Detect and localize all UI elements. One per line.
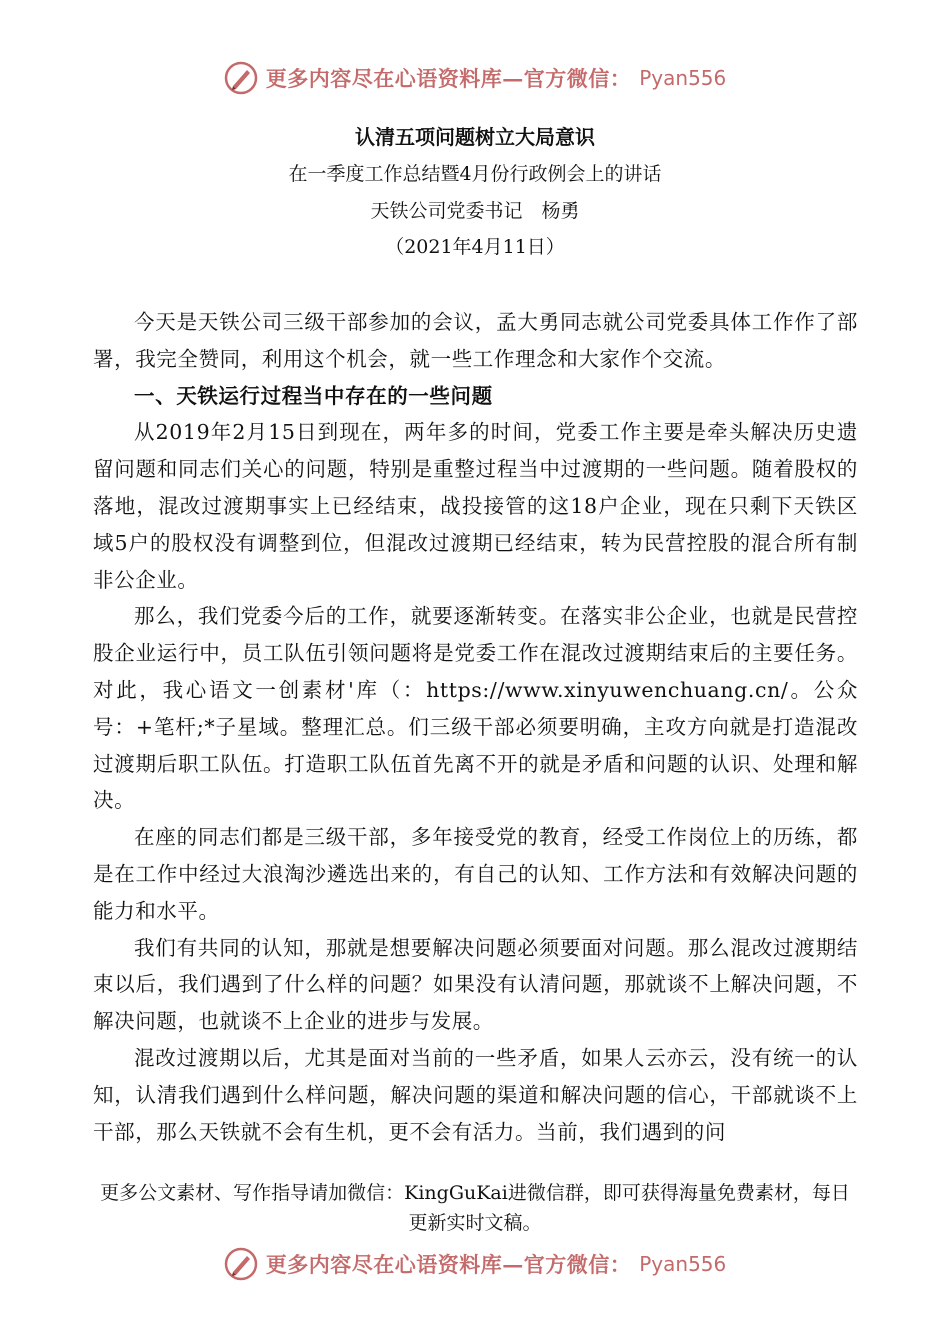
document-title: 认清五项问题树立大局意识 (355, 125, 595, 149)
banner-text: 更多内容尽在心语资料库—官方微信： (265, 66, 632, 91)
banner-contact: Pyan556 (639, 1252, 727, 1276)
section-heading: 一、天铁运行过程当中存在的一些问题 (134, 383, 493, 408)
bottom-watermark-banner (0, 1244, 950, 1284)
top-watermark-banner (0, 58, 950, 98)
banner-contact: Pyan556 (639, 66, 727, 90)
pen-logo-icon (224, 1247, 258, 1281)
paragraph: 那么，我们党委今后的工作，就要逐渐转变。在落实非公企业，也就是民营控股企业运行中，员工队伍引领问题将是党委工作在混改过渡期结束后的主要任务。对此，我心语文一创素材'库（：https://www.xinyuwenchuang.cn/。公众号：+笔杆;*子星域。整理汇总。们三级干部必须要明确，主攻方向就是打造混改过渡期后职工队伍。打造职工队伍首先离不开的就是矛盾和问题的认识、处理和解决。 (93, 604, 858, 813)
speaker-line: 天铁公司党委书记 杨勇 (370, 200, 580, 222)
pen-logo-icon (224, 61, 258, 95)
paragraph: 我们有共同的认知，那就是想要解决问题必须要面对问题。那么混改过渡期结束以后，我们遇到了什么样的问题？如果没有认清问题，那就谈不上解决问题，不解决问题，也就谈不上企业的进步与发展。 (93, 935, 858, 1034)
paragraph: 从2019年2月15日到现在，两年多的时间，党委工作主要是牵头解决历史遗留问题和同志们关心的问题，特别是重整过程当中过渡期的一些问题。随着股权的落地，混改过渡期事实上已经结束，战投接管的这18户企业，现在只剩下天铁区域5户的股权没有调整到位，但混改过渡期已经结束，转为民营控股的混合所有制非公企业。 (93, 420, 858, 592)
paragraph: 今天是天铁公司三级干部参加的会议，孟大勇同志就公司党委具体工作作了部署，我完全赞同，利用这个机会，就一些工作理念和大家作个交流。 (93, 310, 858, 371)
paragraph: 混改过渡期以后，尤其是面对当前的一些矛盾，如果人云亦云，没有统一的认知，认清我们遇到什么样问题，解决问题的渠道和解决问题的信心，干部就谈不上干部，那么天铁就不会有生机，更不会有活力。当前，我们遇到的问 (93, 1045, 858, 1144)
banner-text: 更多内容尽在心语资料库—官方微信： (265, 1252, 632, 1277)
document-body (93, 304, 858, 1150)
document-subtitle: 在一季度工作总结暨4月份行政例会上的讲话 (288, 163, 662, 185)
footer-note: 更多公文素材、写作指导请加微信：KingGuKai进微信群，即可获得海量免费素材，每日更新实时文稿。 (100, 1182, 850, 1234)
paragraph: 在座的同志们都是三级干部，多年接受党的教育，经受工作岗位上的历练，都是在工作中经过大浪淘沙遴选出来的，有自己的认知、工作方法和有效解决问题的能力和水平。 (93, 825, 858, 923)
date-line: （2021年4月11日） (385, 236, 565, 258)
